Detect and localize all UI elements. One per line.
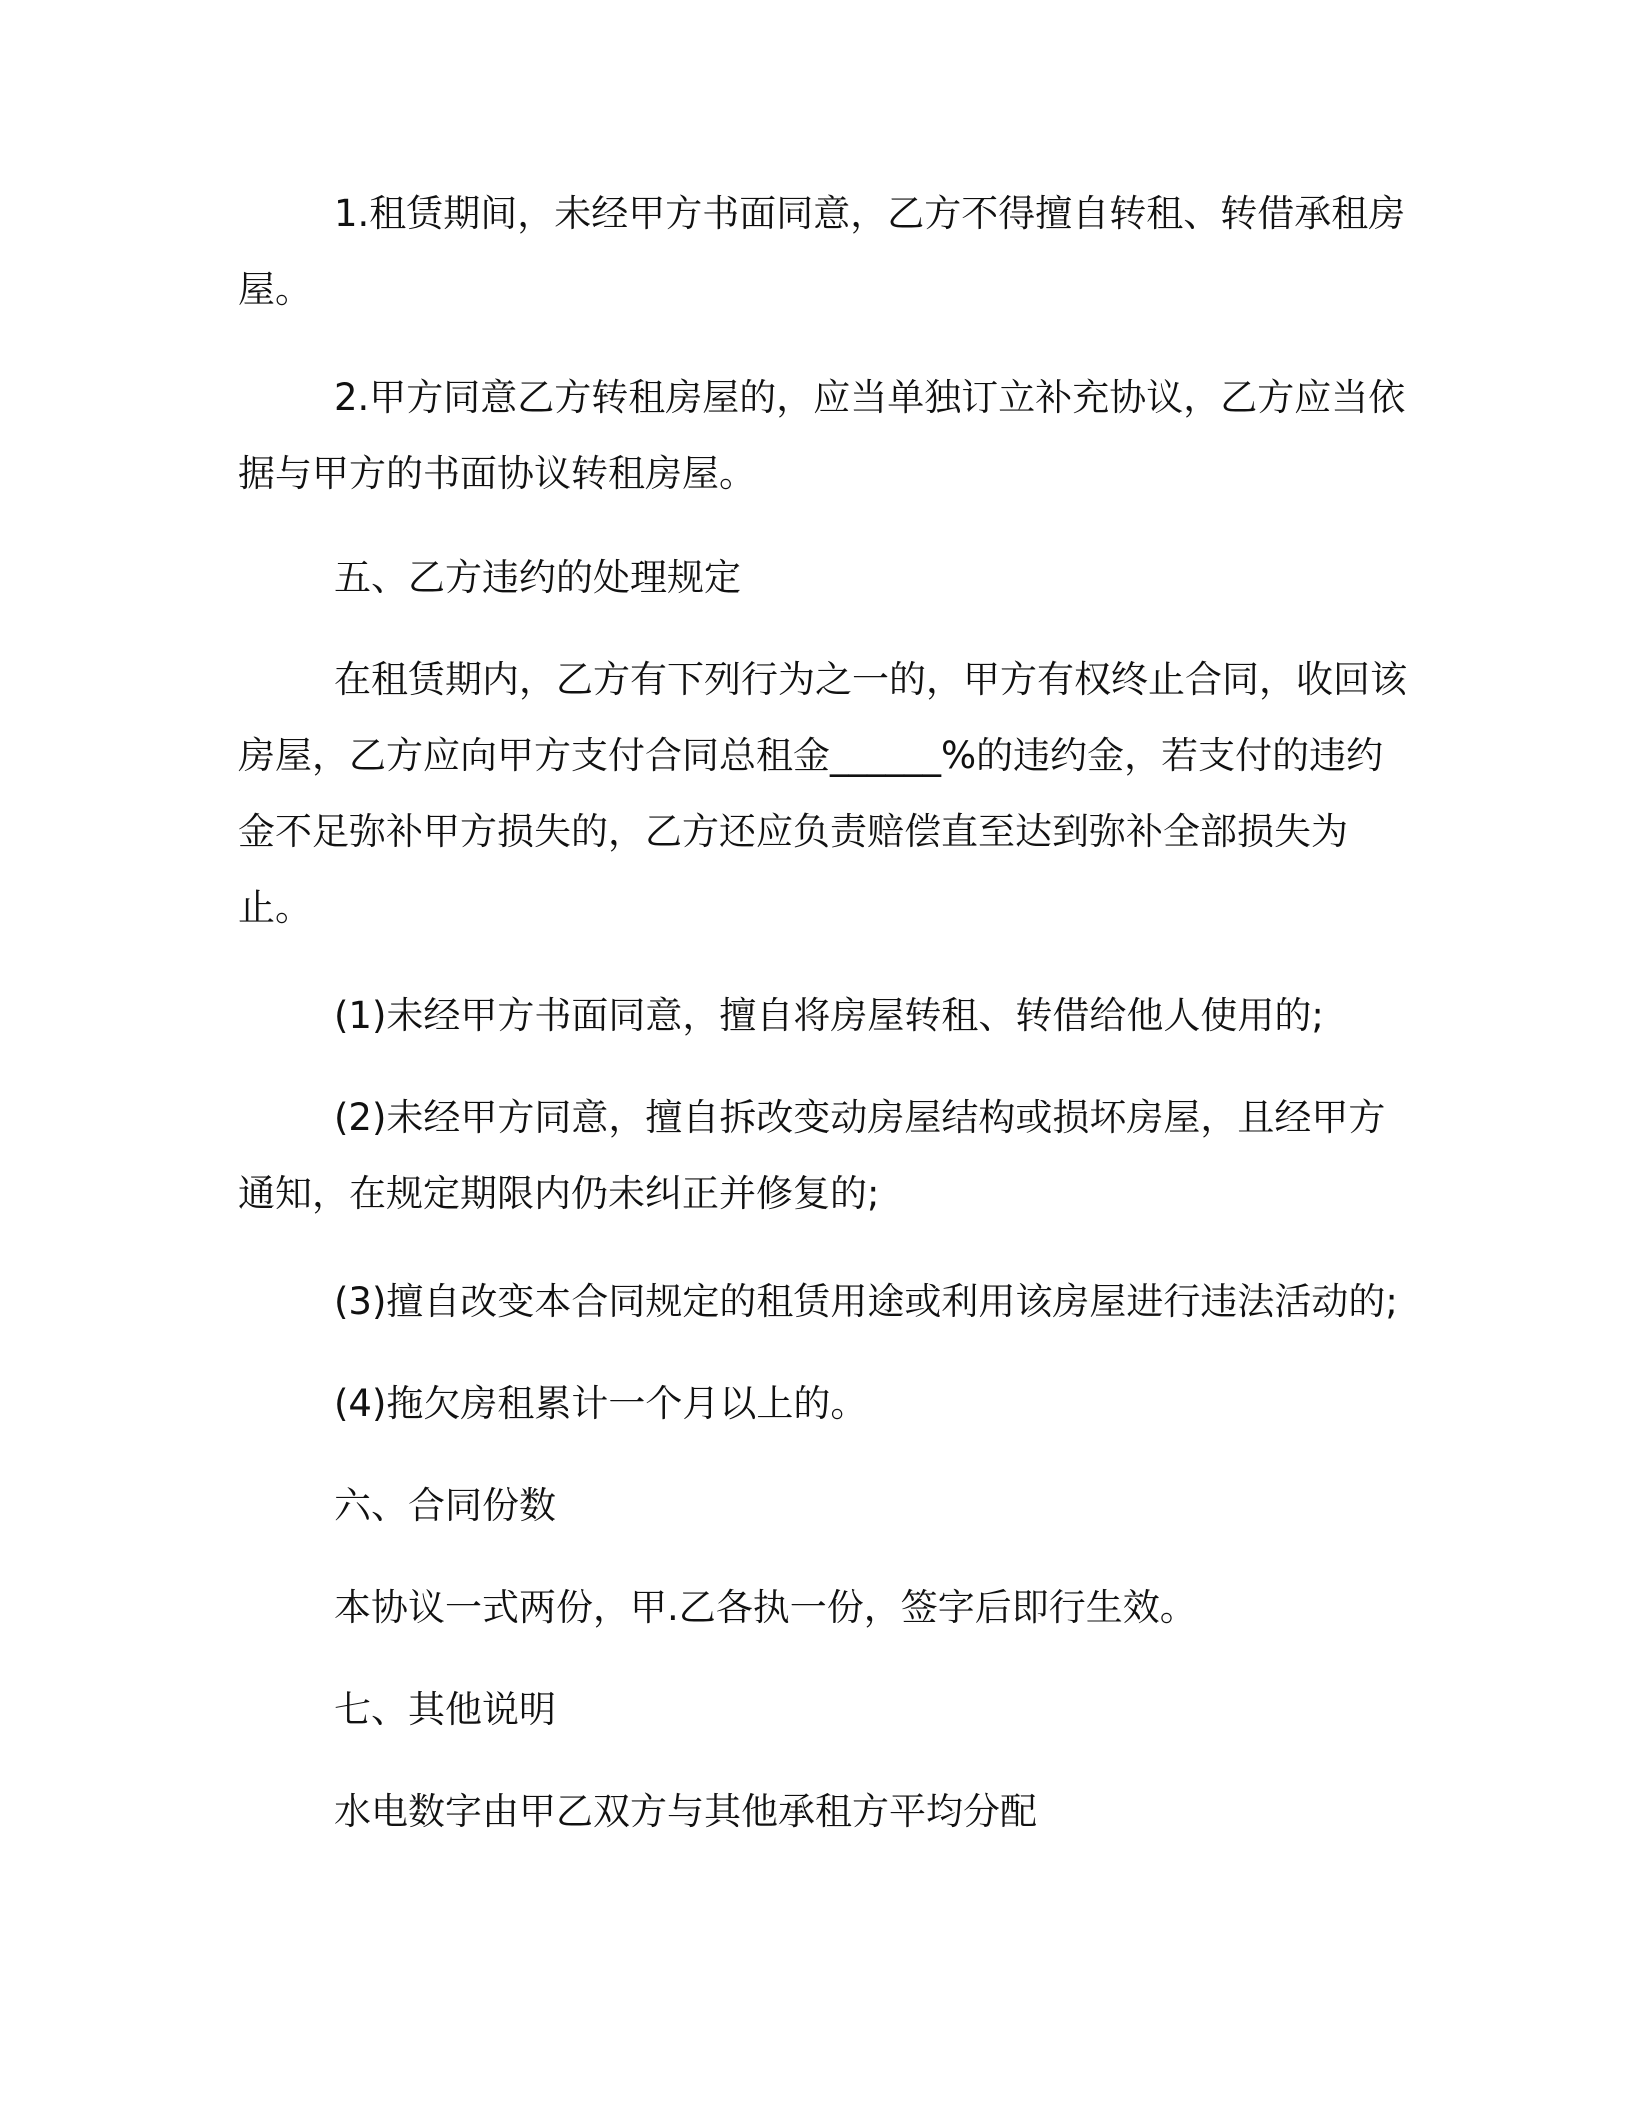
section-6-heading: 六、合同份数 — [334, 1484, 556, 1527]
section-5-item-2: (2)未经甲方同意，擅自拆改变动房屋结构或损坏房屋，且经甲方通知，在规定期限内仍未纠正并修复的; — [238, 1096, 1386, 1215]
section-7-heading: 七、其他说明 — [334, 1688, 556, 1731]
clause-4-2-paragraph: 2.甲方同意乙方转租房屋的，应当单独订立补充协议，乙方应当依据与甲方的书面协议转租房屋。 — [238, 376, 1406, 495]
section-5-item-3: (3)擅自改变本合同规定的租赁用途或利用该房屋进行违法活动的; — [334, 1280, 1398, 1323]
section-6-body: 本协议一式两份，甲.乙各执一份，签字后即行生效。 — [334, 1586, 1197, 1629]
section-7-body: 水电数字由甲乙双方与其他承租方平均分配 — [334, 1790, 1037, 1833]
section-5-intro-paragraph: 在租赁期内，乙方有下列行为之一的，甲方有权终止合同，收回该房屋，乙方应向甲方支付合同总租金______%的违约金，若支付的违约金不足弥补甲方损失的，乙方还应负责赔偿直至达到弥补全部损失为止。 — [238, 658, 1407, 929]
section-5-heading: 五、乙方违约的处理规定 — [334, 556, 741, 599]
section-5-item-4: (4)拖欠房租累计一个月以上的。 — [334, 1382, 868, 1425]
section-5-item-1: (1)未经甲方书面同意，擅自将房屋转租、转借给他人使用的; — [334, 994, 1324, 1037]
clause-4-1-paragraph: 1.租赁期间，未经甲方书面同意，乙方不得擅自转租、转借承租房屋。 — [238, 192, 1406, 311]
